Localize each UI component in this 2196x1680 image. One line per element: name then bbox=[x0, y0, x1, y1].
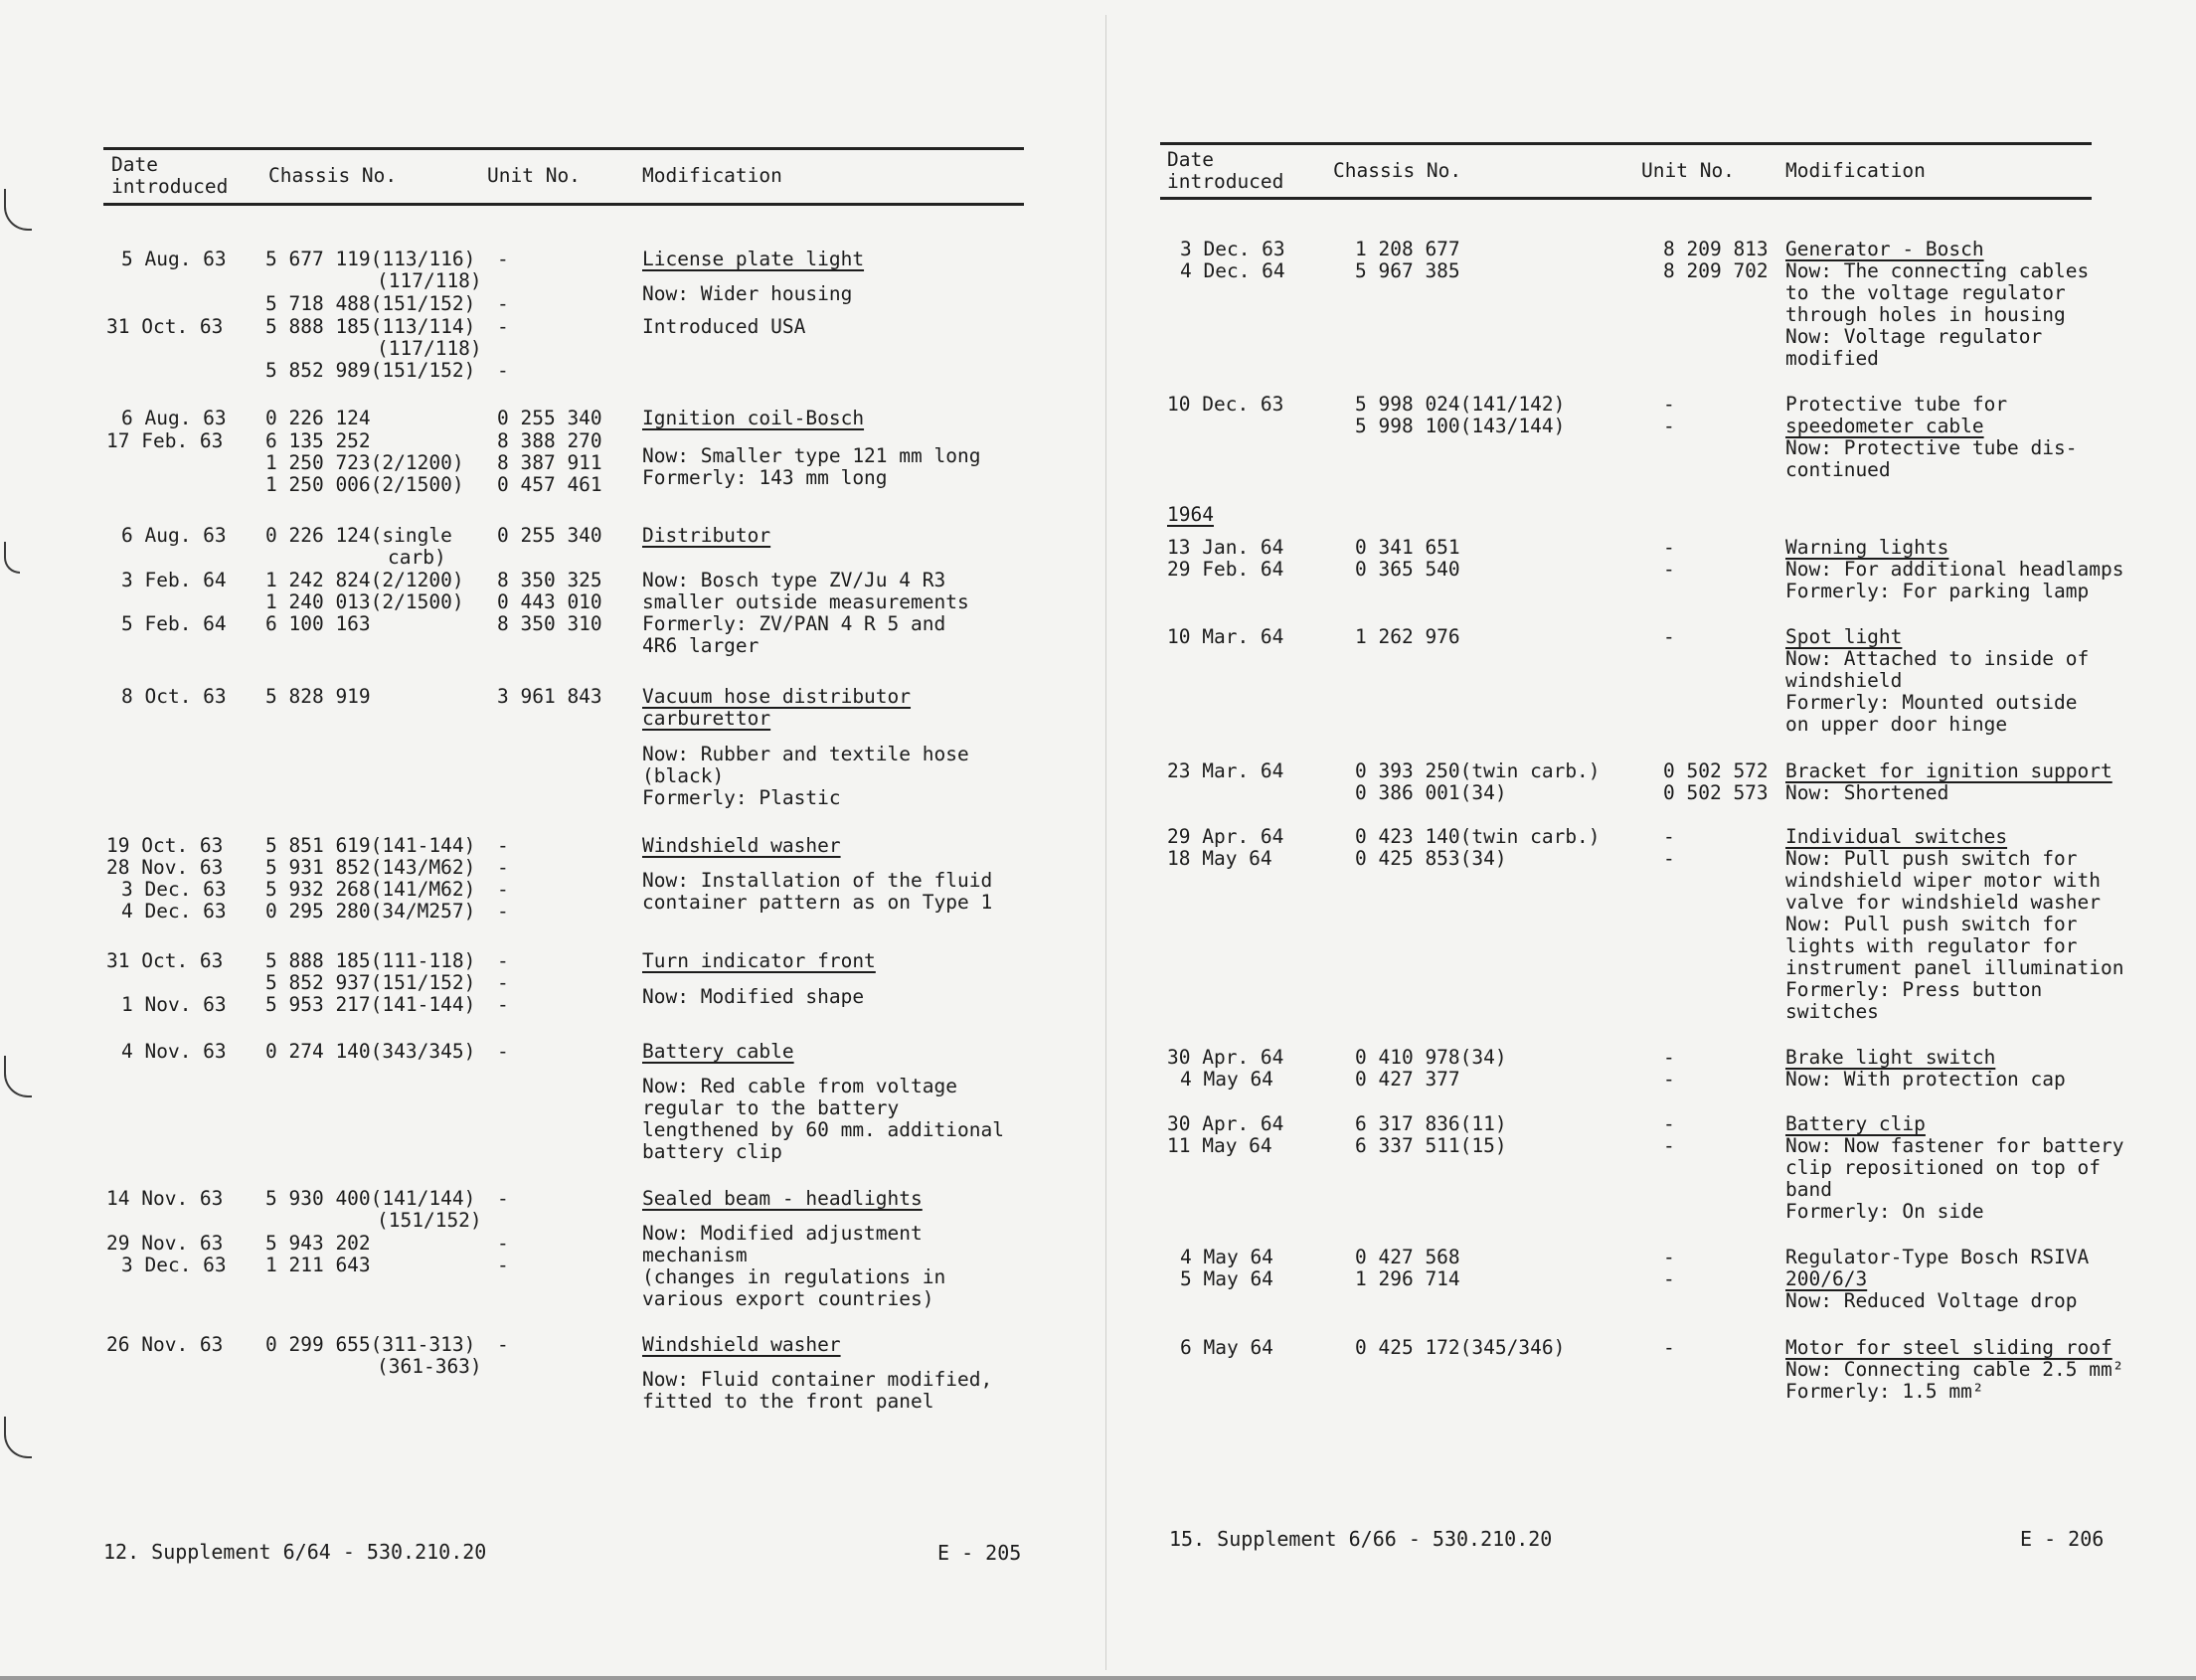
table-line: smaller outside measurements bbox=[642, 590, 969, 613]
table-line: 5 998 024(141/142) bbox=[1355, 393, 1566, 416]
table-line: Brake light switch bbox=[1785, 1046, 1996, 1069]
table-line: Now: Pull push switch for bbox=[1785, 847, 2078, 870]
table-line: Now: Voltage regulator bbox=[1785, 325, 2043, 348]
header-top-rule bbox=[1160, 142, 2092, 145]
left-footer: 12. Supplement 6/64 - 530.210.20 bbox=[103, 1540, 487, 1564]
table-line: 0 423 140(twin carb.) bbox=[1355, 825, 1601, 848]
table-line: Now: Protective tube dis- bbox=[1785, 436, 2078, 459]
table-line: - bbox=[497, 315, 509, 338]
table-line: - bbox=[497, 878, 509, 901]
table-line: Now: Shortened bbox=[1785, 781, 1949, 804]
table-line: Vacuum hose distributor bbox=[642, 685, 912, 708]
table-line: Individual switches bbox=[1785, 825, 2008, 848]
table-line: carburettor bbox=[642, 707, 771, 730]
table-line: Now: Now fastener for battery bbox=[1785, 1134, 2124, 1157]
binding-mark bbox=[4, 1056, 32, 1097]
table-line: Windshield washer bbox=[642, 1333, 841, 1356]
table-line: 3 961 843 bbox=[497, 685, 602, 708]
table-line: - bbox=[497, 971, 509, 994]
table-line: 29 Nov. 63 bbox=[106, 1232, 224, 1255]
table-line: 26 Nov. 63 bbox=[106, 1333, 224, 1356]
table-line: 6 317 836(11) bbox=[1355, 1112, 1507, 1135]
table-line: band bbox=[1785, 1178, 1832, 1201]
table-line: Now: Bosch type ZV/Ju 4 R3 bbox=[642, 569, 946, 591]
table-line: Now: Fluid container modified, bbox=[642, 1368, 993, 1391]
table-line: 0 427 568 bbox=[1355, 1246, 1460, 1268]
table-line: Windshield washer bbox=[642, 834, 841, 857]
left-page-number: E - 205 bbox=[937, 1541, 1022, 1565]
table-line: regular to the battery bbox=[642, 1096, 900, 1119]
table-line: - bbox=[1663, 847, 1675, 870]
table-line: 5 953 217(141-144) bbox=[265, 993, 476, 1016]
table-line: 14 Nov. 63 bbox=[106, 1187, 224, 1210]
table-line: 0 457 461 bbox=[497, 473, 602, 496]
table-line: - bbox=[497, 1187, 509, 1210]
header-top-rule bbox=[103, 147, 1024, 150]
table-line: 10 Mar. 64 bbox=[1167, 625, 1284, 648]
table-line: Bracket for ignition support bbox=[1785, 759, 2112, 782]
table-line: 5 967 385 bbox=[1355, 259, 1460, 282]
table-line: 5 930 400(141/144) bbox=[265, 1187, 476, 1210]
table-line: switches bbox=[1785, 1000, 1879, 1023]
header-bottom-rule bbox=[103, 203, 1024, 206]
table-line: 1 208 677 bbox=[1355, 238, 1460, 260]
table-line: Now: Modified shape bbox=[642, 985, 865, 1008]
table-line: Now: Wider housing bbox=[642, 282, 853, 305]
right-page-number: E - 206 bbox=[2020, 1527, 2105, 1551]
table-line: (black) bbox=[642, 764, 725, 787]
table-line: - bbox=[497, 248, 509, 270]
table-line: Formerly: 143 mm long bbox=[642, 466, 888, 489]
table-line: lengthened by 60 mm. additional bbox=[642, 1118, 1004, 1141]
page-fold bbox=[1105, 15, 1106, 1670]
table-line: 8 387 911 bbox=[497, 451, 602, 474]
table-line: Spot light bbox=[1785, 625, 1903, 648]
table-line: 8 209 702 bbox=[1663, 259, 1769, 282]
table-line: - bbox=[497, 359, 509, 382]
table-line: on upper door hinge bbox=[1785, 713, 2008, 736]
table-line: 6 100 163 bbox=[265, 612, 371, 635]
table-line: - bbox=[497, 1254, 509, 1276]
binding-mark bbox=[4, 1417, 32, 1458]
table-line: 8 Oct. 63 bbox=[121, 685, 227, 708]
binding-mark bbox=[4, 542, 20, 574]
table-line: 31 Oct. 63 bbox=[106, 949, 224, 972]
scan-edge bbox=[0, 1676, 2196, 1680]
table-line: 8 350 310 bbox=[497, 612, 602, 635]
table-line: - bbox=[497, 292, 509, 315]
table-line: - bbox=[497, 834, 509, 857]
header-unit: Unit No. bbox=[1641, 159, 1735, 182]
table-line: Generator - Bosch bbox=[1785, 238, 1984, 260]
table-line: 3 Feb. 64 bbox=[121, 569, 227, 591]
header-modification: Modification bbox=[642, 164, 782, 187]
table-line: 28 Nov. 63 bbox=[106, 856, 224, 879]
table-line: 17 Feb. 63 bbox=[106, 429, 224, 452]
table-line: Distributor bbox=[642, 524, 771, 547]
table-line: Now: Red cable from voltage bbox=[642, 1075, 957, 1097]
table-line: windshield wiper motor with bbox=[1785, 869, 2101, 892]
table-line: valve for windshield washer bbox=[1785, 891, 2101, 914]
table-line: 1 240 013(2/1500) bbox=[265, 590, 464, 613]
table-line: 5 852 989(151/152) bbox=[265, 359, 476, 382]
table-line: 1 Nov. 63 bbox=[121, 993, 227, 1016]
table-line: 1 242 824(2/1200) bbox=[265, 569, 464, 591]
table-line: 4 May 64 bbox=[1180, 1246, 1273, 1268]
table-line: 8 350 325 bbox=[497, 569, 602, 591]
table-line: modified bbox=[1785, 347, 1879, 370]
table-line: 1 296 714 bbox=[1355, 1267, 1460, 1290]
table-line: 5 677 119(113/116) bbox=[265, 248, 476, 270]
table-line: container pattern as on Type 1 bbox=[642, 891, 993, 914]
table-line: Now: Installation of the fluid bbox=[642, 869, 993, 892]
table-line: 0 410 978(34) bbox=[1355, 1046, 1507, 1069]
table-line: 30 Apr. 64 bbox=[1167, 1112, 1284, 1135]
table-line: 4R6 larger bbox=[642, 634, 760, 657]
table-line: - bbox=[497, 900, 509, 923]
table-line: - bbox=[1663, 536, 1675, 559]
table-line: 29 Apr. 64 bbox=[1167, 825, 1284, 848]
table-line: 0 365 540 bbox=[1355, 558, 1460, 581]
table-line: 31 Oct. 63 bbox=[106, 315, 224, 338]
table-line: 0 226 124(single bbox=[265, 524, 452, 547]
table-line: battery clip bbox=[642, 1140, 782, 1163]
table-line: Formerly: ZV/PAN 4 R 5 and bbox=[642, 612, 946, 635]
table-line: 0 425 172(345/346) bbox=[1355, 1336, 1566, 1359]
table-line: (361-363) bbox=[377, 1355, 482, 1378]
table-line: 1 262 976 bbox=[1355, 625, 1460, 648]
table-line: 3 Dec. 63 bbox=[121, 1254, 227, 1276]
table-line: 4 May 64 bbox=[1180, 1068, 1273, 1091]
table-line: (117/118) bbox=[377, 337, 482, 360]
table-line: - bbox=[1663, 625, 1675, 648]
table-line: Regulator-Type Bosch RSIVA bbox=[1785, 1246, 2090, 1268]
table-line: Now: With protection cap bbox=[1785, 1068, 2066, 1091]
table-line: 5 998 100(143/144) bbox=[1355, 415, 1566, 437]
table-line: (117/118) bbox=[377, 269, 482, 292]
table-line: lights with regulator for bbox=[1785, 934, 2078, 957]
table-line: - bbox=[1663, 1046, 1675, 1069]
table-line: Battery clip bbox=[1785, 1112, 1926, 1135]
header-chassis: Chassis No. bbox=[1333, 159, 1462, 182]
table-line: 1 250 723(2/1200) bbox=[265, 451, 464, 474]
table-line: Formerly: Mounted outside bbox=[1785, 691, 2078, 714]
table-line: 10 Dec. 63 bbox=[1167, 393, 1284, 416]
table-line: Ignition coil-Bosch bbox=[642, 407, 865, 429]
table-line: 6 135 252 bbox=[265, 429, 371, 452]
table-line: 5 May 64 bbox=[1180, 1267, 1273, 1290]
table-line: 5 Aug. 63 bbox=[121, 248, 227, 270]
table-line: 4 Dec. 64 bbox=[1180, 259, 1285, 282]
table-line: Now: Pull push switch for bbox=[1785, 913, 2078, 935]
table-line: - bbox=[497, 1232, 509, 1255]
table-line: Turn indicator front bbox=[642, 949, 876, 972]
table-line: 0 393 250(twin carb.) bbox=[1355, 759, 1601, 782]
header-bottom-rule bbox=[1160, 197, 2092, 200]
table-line: (changes in regulations in bbox=[642, 1265, 946, 1288]
table-line: 5 888 185(113/114) bbox=[265, 315, 476, 338]
table-line: 0 226 124 bbox=[265, 407, 371, 429]
table-line: - bbox=[497, 993, 509, 1016]
table-line: Now: Smaller type 121 mm long bbox=[642, 444, 981, 467]
table-line: mechanism bbox=[642, 1244, 748, 1266]
table-line: Formerly: Plastic bbox=[642, 786, 841, 809]
table-line: 0 425 853(34) bbox=[1355, 847, 1507, 870]
header-modification: Modification bbox=[1785, 159, 1926, 182]
table-line: 13 Jan. 64 bbox=[1167, 536, 1284, 559]
table-line: 0 295 280(34/M257) bbox=[265, 900, 476, 923]
table-line: to the voltage regulator bbox=[1785, 281, 2066, 304]
table-line: - bbox=[1663, 825, 1675, 848]
table-line: - bbox=[497, 949, 509, 972]
table-line: Sealed beam - headlights bbox=[642, 1187, 923, 1210]
header-date: Date bbox=[1167, 148, 1214, 171]
table-line: Now: Modified adjustment bbox=[642, 1222, 923, 1245]
table-line: 5 932 268(141/M62) bbox=[265, 878, 476, 901]
table-line: 5 851 619(141-144) bbox=[265, 834, 476, 857]
table-line: 30 Apr. 64 bbox=[1167, 1046, 1284, 1069]
table-line: continued bbox=[1785, 458, 1891, 481]
table-line: 4 Dec. 63 bbox=[121, 900, 227, 923]
table-line: 1 250 006(2/1500) bbox=[265, 473, 464, 496]
table-line: Introduced USA bbox=[642, 315, 806, 338]
table-line: 6 337 511(15) bbox=[1355, 1134, 1507, 1157]
table-line: 5 931 852(143/M62) bbox=[265, 856, 476, 879]
table-line: 0 386 001(34) bbox=[1355, 781, 1507, 804]
table-line: windshield bbox=[1785, 669, 1903, 692]
table-line: 19 Oct. 63 bbox=[106, 834, 224, 857]
header-date-introduced: introduced bbox=[111, 175, 229, 198]
table-line: 200/6/3 bbox=[1785, 1267, 1868, 1290]
table-line: through holes in housing bbox=[1785, 303, 2066, 326]
header-date: Date bbox=[111, 153, 158, 176]
table-line: 1964 bbox=[1167, 503, 1214, 526]
table-line: 3 Dec. 63 bbox=[1180, 238, 1285, 260]
table-line: Now: The connecting cables bbox=[1785, 259, 2090, 282]
table-line: 6 May 64 bbox=[1180, 1336, 1273, 1359]
table-line: carb) bbox=[388, 546, 446, 569]
table-line: Now: For additional headlamps bbox=[1785, 558, 2124, 581]
table-line: 6 Aug. 63 bbox=[121, 407, 227, 429]
table-line: 11 May 64 bbox=[1167, 1134, 1272, 1157]
table-line: speedometer cable bbox=[1785, 415, 1984, 437]
table-line: 4 Nov. 63 bbox=[121, 1040, 227, 1063]
table-line: instrument panel illumination bbox=[1785, 956, 2124, 979]
table-line: fitted to the front panel bbox=[642, 1390, 934, 1413]
table-line: 0 502 573 bbox=[1663, 781, 1769, 804]
table-line: 0 274 140(343/345) bbox=[265, 1040, 476, 1063]
table-line: Now: Rubber and textile hose bbox=[642, 743, 969, 765]
table-line: - bbox=[1663, 1068, 1675, 1091]
table-line: - bbox=[1663, 393, 1675, 416]
table-line: 0 443 010 bbox=[497, 590, 602, 613]
table-line: - bbox=[1663, 1112, 1675, 1135]
table-line: 18 May 64 bbox=[1167, 847, 1272, 870]
table-line: License plate light bbox=[642, 248, 865, 270]
table-line: - bbox=[1663, 1267, 1675, 1290]
table-line: - bbox=[497, 856, 509, 879]
header-chassis: Chassis No. bbox=[268, 164, 398, 187]
right-footer: 15. Supplement 6/66 - 530.210.20 bbox=[1169, 1527, 1553, 1551]
table-line: 0 299 655(311-313) bbox=[265, 1333, 476, 1356]
table-line: Warning lights bbox=[1785, 536, 1949, 559]
table-line: Battery cable bbox=[642, 1040, 794, 1063]
table-line: - bbox=[1663, 1134, 1675, 1157]
table-line: 0 502 572 bbox=[1663, 759, 1769, 782]
binding-mark bbox=[4, 189, 32, 231]
table-line: 8 388 270 bbox=[497, 429, 602, 452]
table-line: 0 255 340 bbox=[497, 407, 602, 429]
table-line: 6 Aug. 63 bbox=[121, 524, 227, 547]
table-line: clip repositioned on top of bbox=[1785, 1156, 2101, 1179]
header-unit: Unit No. bbox=[487, 164, 581, 187]
table-line: Now: Attached to inside of bbox=[1785, 647, 2090, 670]
table-line: Now: Reduced Voltage drop bbox=[1785, 1289, 2078, 1312]
table-line: Now: Connecting cable 2.5 mm² bbox=[1785, 1358, 2124, 1381]
table-line: - bbox=[1663, 1336, 1675, 1359]
table-line: 8 209 813 bbox=[1663, 238, 1769, 260]
table-line: Protective tube for bbox=[1785, 393, 2008, 416]
table-line: 23 Mar. 64 bbox=[1167, 759, 1284, 782]
table-line: 5 943 202 bbox=[265, 1232, 371, 1255]
table-line: 5 718 488(151/152) bbox=[265, 292, 476, 315]
table-line: - bbox=[1663, 415, 1675, 437]
table-line: - bbox=[1663, 558, 1675, 581]
table-line: - bbox=[497, 1333, 509, 1356]
table-line: Formerly: On side bbox=[1785, 1200, 1984, 1223]
table-line: various export countries) bbox=[642, 1287, 934, 1310]
table-line: 29 Feb. 64 bbox=[1167, 558, 1284, 581]
table-line: Formerly: For parking lamp bbox=[1785, 580, 2090, 602]
table-line: - bbox=[497, 1040, 509, 1063]
table-line: 5 828 919 bbox=[265, 685, 371, 708]
table-line: 5 888 185(111-118) bbox=[265, 949, 476, 972]
table-line: - bbox=[1663, 1246, 1675, 1268]
table-line: 1 211 643 bbox=[265, 1254, 371, 1276]
header-date-introduced: introduced bbox=[1167, 170, 1284, 193]
table-line: 0 341 651 bbox=[1355, 536, 1460, 559]
table-line: Motor for steel sliding roof bbox=[1785, 1336, 2112, 1359]
table-line: 3 Dec. 63 bbox=[121, 878, 227, 901]
table-line: Formerly: Press button bbox=[1785, 978, 2043, 1001]
table-line: 5 852 937(151/152) bbox=[265, 971, 476, 994]
table-line: Formerly: 1.5 mm² bbox=[1785, 1380, 1984, 1403]
table-line: 0 255 340 bbox=[497, 524, 602, 547]
table-line: 0 427 377 bbox=[1355, 1068, 1460, 1091]
table-line: 5 Feb. 64 bbox=[121, 612, 227, 635]
table-line: (151/152) bbox=[377, 1209, 482, 1232]
